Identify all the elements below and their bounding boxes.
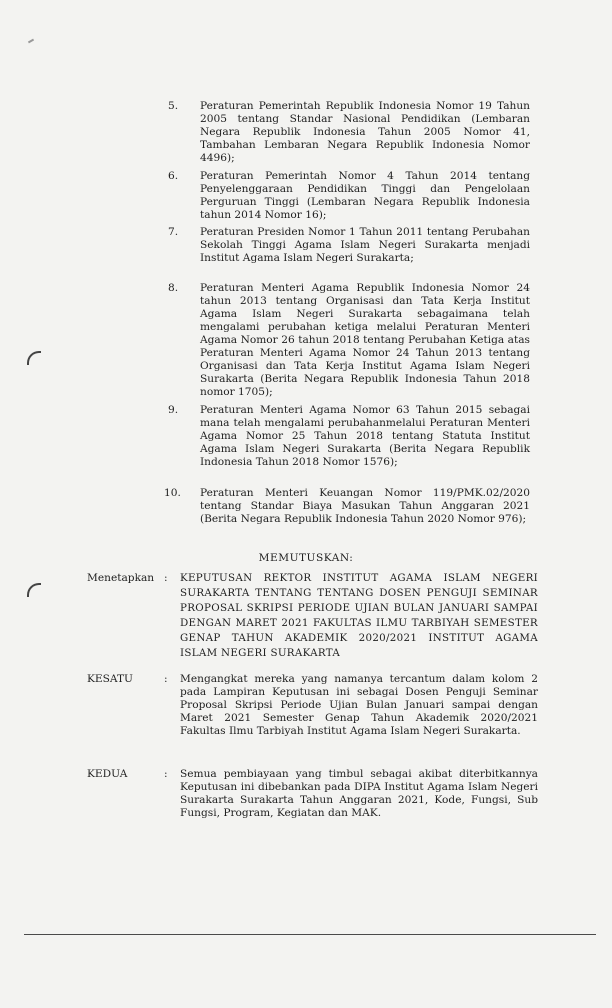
footer-rule — [24, 934, 596, 935]
section-text: KEPUTUSAN REKTOR INSTITUT AGAMA ISLAM NEGERI SURAKARTA TENTANG TENTANG DOSEN PENGUJI SEMINAR PROPOSAL SKRIPSI PERIODE UJIAN BULAN JANUARI SAMPAI DENGAN MARET 2021 FAKULTAS ILMU TARBIYAH SEMESTER GENAP TAHUN AKADEMIK 2020/2021 INSTITUT AGAMA ISLAM NEGERI SURAKARTA — [180, 572, 538, 659]
item-text: Peraturan Pemerintah Republik Indonesia Nomor 19 Tahun 2005 tentang Standar Nasional Pendidikan (Lembaran Negara Republik Indonesia Tahun 2005 Nomor 41, Tambahan Lembaran Negara Republik Indonesia Nomor 4496); — [200, 100, 530, 164]
item-number: 9. — [168, 404, 179, 416]
item-text: Peraturan Menteri Agama Nomor 63 Tahun 2015 sebagai mana telah mengalami perubahanmelalui Peraturan Menteri Agama Nomor 25 Tahun 2018 tentang Statuta Institut Agama Islam Negeri Surakarta (Berita Negara Republik Indonesia Tahun 2018 Nomor 1576); — [200, 404, 530, 468]
item-number: 10. — [164, 487, 181, 499]
section-text: Semua pembiayaan yang timbul sebagai akibat diterbitkannya Keputusan ini dibebankan pada DIPA Institut Agama Islam Negeri Surakarta Surakarta Tahun Anggaran 2021, Kode, Fungsi, Sub Fungsi, Program, Kegiatan dan MAK. — [180, 768, 538, 819]
section-text: Mengangkat mereka yang namanya tercantum dalam kolom 2 pada Lampiran Keputusan ini sebagai Dosen Penguji Seminar Proposal Skripsi Periode Ujian Bulan Januari sampai dengan Maret 2021 Semester Genap Tahun Akademik 2020/2021 Fakultas Ilmu Tarbiyah Institut Agama Islam Negeri Surakarta. — [180, 673, 538, 737]
item-number: 8. — [168, 282, 179, 294]
decision-heading: MEMUTUSKAN: — [258, 552, 354, 564]
section-colon: : — [164, 673, 168, 685]
item-text: Peraturan Menteri Agama Republik Indonesia Nomor 24 tahun 2013 tentang Organisasi dan Tata Kerja Institut Agama Islam Negeri Surakarta sebagaimana telah mengalami perubahan ketiga melalui Peraturan Menteri Agama Nomor 26 tahun 2018 tentang Perubahan Ketiga atas Peraturan Menteri Agama Nomor 24 Tahun 2013 tentang Organisasi dan Tata Kerja Institut Agama Islam Negeri Surakarta (Berita Negara Republik Indonesia Tahun 2018 nomor 1705); — [200, 282, 530, 398]
item-text: Peraturan Menteri Keuangan Nomor 119/PMK.02/2020 tentang Standar Biaya Masukan Tahun Anggaran 2021 (Berita Negara Republik Indonesia Tahun 2020 Nomor 976); — [200, 487, 530, 525]
item-text: Peraturan Pemerintah Nomor 4 Tahun 2014 tentang Penyelenggaraan Pendidikan Tinggi dan Pengelolaan Perguruan Tinggi (Lembaran Negara Republik Indonesia tahun 2014 Nomor 16); — [200, 170, 530, 221]
section-colon: : — [164, 572, 168, 584]
item-number: 5. — [168, 100, 179, 112]
section-colon: : — [164, 768, 168, 780]
item-number: 7. — [168, 226, 179, 238]
section-label: Menetapkan — [87, 572, 155, 584]
item-number: 6. — [168, 170, 179, 182]
punch-hole-mark — [27, 351, 41, 365]
section-label: KEDUA — [87, 768, 128, 780]
section-label: KESATU — [87, 673, 133, 685]
scan-speck — [28, 39, 34, 44]
item-text: Peraturan Presiden Nomor 1 Tahun 2011 tentang Perubahan Sekolah Tinggi Agama Islam Negeri Surakarta menjadi Institut Agama Islam Negeri Surakarta; — [200, 226, 530, 264]
punch-hole-mark — [27, 583, 41, 597]
